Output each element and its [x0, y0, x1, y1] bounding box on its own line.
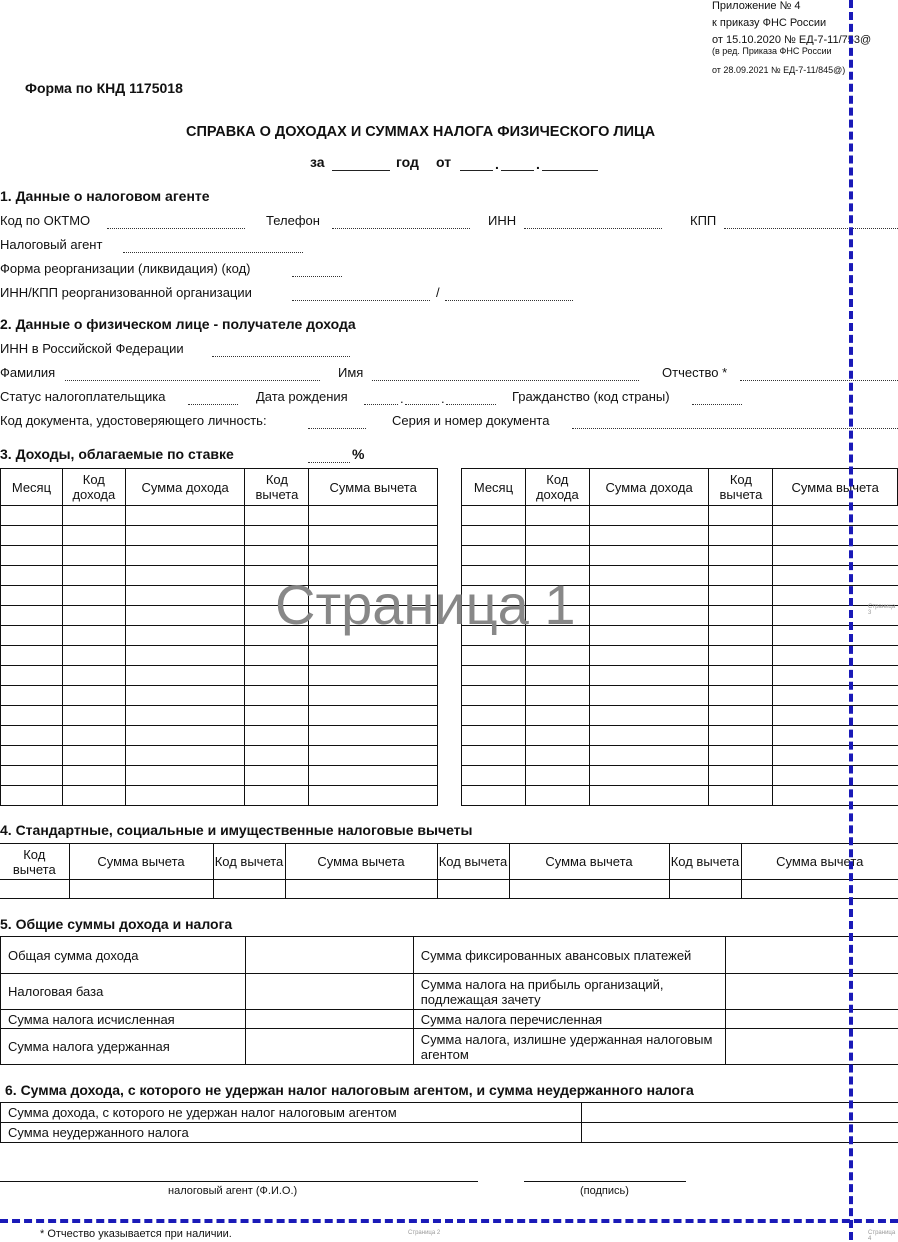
- income-sum-cell[interactable]: [589, 566, 709, 586]
- month-cell[interactable]: [1, 786, 63, 806]
- deduction-sum-cell[interactable]: [509, 880, 669, 899]
- income-table-header: [462, 469, 898, 506]
- deduction-code-cell[interactable]: [709, 606, 773, 626]
- income-code-cell[interactable]: [525, 506, 589, 526]
- deduction-code-header: Код вычета: [437, 844, 509, 880]
- income-code-cell[interactable]: [62, 726, 125, 746]
- page-label-right: Страница 3: [868, 604, 898, 616]
- deductions-header: [0, 844, 898, 880]
- surname-field[interactable]: [65, 380, 320, 381]
- year-field[interactable]: [332, 170, 390, 171]
- income-code-cell[interactable]: [62, 666, 125, 686]
- month-cell[interactable]: [462, 746, 526, 766]
- doc-code-label: Код документа, удостоверяющего личность:: [0, 413, 267, 428]
- deduction-code-header: Код вычета: [0, 844, 69, 880]
- income-row: [1, 646, 438, 666]
- reorg-inn-field[interactable]: [292, 300, 430, 301]
- deduction-sum-cell[interactable]: [309, 766, 438, 786]
- income-code-cell[interactable]: [525, 766, 589, 786]
- deduction-sum-cell[interactable]: [741, 880, 898, 899]
- income-sum-cell[interactable]: [125, 686, 245, 706]
- income-row: [1, 706, 438, 726]
- month-cell[interactable]: [1, 746, 63, 766]
- date-year-field[interactable]: [542, 170, 598, 171]
- income-row: [462, 526, 898, 546]
- deduction-sum-cell[interactable]: [69, 880, 213, 899]
- deduction-code-cell[interactable]: [669, 880, 741, 899]
- income-row: [1, 786, 438, 806]
- income-code-cell[interactable]: [525, 746, 589, 766]
- unwithheld-table: [0, 1102, 898, 1143]
- birth-dot-1: .: [400, 391, 404, 406]
- tax-calculated-value[interactable]: [245, 1010, 413, 1029]
- month-cell[interactable]: [1, 546, 63, 566]
- income-code-cell[interactable]: [525, 706, 589, 726]
- unwithheld-income-label: Сумма дохода, с которого не удержан налог налоговым агентом: [1, 1103, 582, 1123]
- section1-heading: 1. Данные о налоговом агенте: [0, 188, 210, 204]
- totals-row: [1, 974, 898, 1010]
- col-income-code: Код дохода: [62, 469, 125, 506]
- col-deduction-sum: Сумма вычета: [309, 469, 438, 506]
- deduction-sum-header: Сумма вычета: [69, 844, 213, 880]
- month-cell[interactable]: [462, 706, 526, 726]
- deduction-code-cell[interactable]: [437, 880, 509, 899]
- income-code-cell[interactable]: [525, 546, 589, 566]
- income-code-cell[interactable]: [62, 766, 125, 786]
- citizenship-field[interactable]: [692, 404, 742, 405]
- phone-field[interactable]: [332, 228, 470, 229]
- deduction-code-cell[interactable]: [245, 786, 309, 806]
- kpp-label: КПП: [690, 213, 716, 228]
- income-sum-cell[interactable]: [589, 666, 709, 686]
- oktmo-label: Код по ОКТМО: [0, 213, 90, 228]
- income-row: [462, 706, 898, 726]
- agent-label: Налоговый агент: [0, 237, 102, 252]
- col-income-sum: Сумма дохода: [125, 469, 245, 506]
- document-title: СПРАВКА О ДОХОДАХ И СУММАХ НАЛОГА ФИЗИЧЕСКОГО ЛИЦА: [186, 124, 655, 140]
- deduction-sum-cell[interactable]: [773, 686, 898, 706]
- date-dot-1: .: [495, 156, 499, 172]
- deduction-sum-cell[interactable]: [773, 546, 898, 566]
- income-sum-cell[interactable]: [589, 746, 709, 766]
- citizenship-label: Гражданство (код страны): [512, 389, 670, 404]
- deduction-sum-header: Сумма вычета: [509, 844, 669, 880]
- deduction-sum-cell[interactable]: [309, 666, 438, 686]
- surname-label: Фамилия: [0, 365, 55, 380]
- edition-line-2: от 28.09.2021 № ЕД-7-11/845@): [712, 65, 845, 75]
- income-sum-cell[interactable]: [125, 546, 245, 566]
- income-sum-cell[interactable]: [589, 586, 709, 606]
- deduction-code-cell[interactable]: [245, 506, 309, 526]
- income-row: [462, 686, 898, 706]
- income-row: [462, 746, 898, 766]
- deduction-sum-cell[interactable]: [309, 726, 438, 746]
- date-day-field[interactable]: [460, 170, 493, 171]
- col-income-sum: Сумма дохода: [589, 469, 709, 506]
- income-row: [1, 506, 438, 526]
- totals-row: [1, 1010, 898, 1029]
- fixed-advance-value[interactable]: [725, 937, 898, 974]
- date-dot-2: .: [536, 156, 540, 172]
- deduction-sum-cell[interactable]: [773, 706, 898, 726]
- income-table-right: [461, 468, 898, 806]
- month-cell[interactable]: [1, 706, 63, 726]
- income-sum-cell[interactable]: [589, 686, 709, 706]
- tax-base-label: Налоговая база: [1, 974, 246, 1010]
- percent-sign: %: [352, 446, 364, 462]
- income-row: [462, 506, 898, 526]
- deduction-code-cell[interactable]: [709, 526, 773, 546]
- status-label: Статус налогоплательщика: [0, 389, 165, 404]
- rate-field[interactable]: [308, 462, 350, 463]
- income-sum-cell[interactable]: [125, 646, 245, 666]
- birth-month-field[interactable]: [405, 404, 439, 405]
- income-code-cell[interactable]: [62, 706, 125, 726]
- month-cell[interactable]: [1, 646, 63, 666]
- income-table-left: [0, 468, 438, 806]
- totals-row: [1, 1029, 898, 1065]
- section6-heading: 6. Сумма дохода, с которого не удержан налог налоговым агентом, и сумма неудержанного налога: [5, 1082, 694, 1098]
- income-sum-cell[interactable]: [125, 666, 245, 686]
- income-row: [1, 766, 438, 786]
- month-cell[interactable]: [462, 646, 526, 666]
- reorg-kpp-field[interactable]: [445, 300, 573, 301]
- deduction-code-cell[interactable]: [709, 766, 773, 786]
- income-row: [1, 546, 438, 566]
- income-code-cell[interactable]: [525, 786, 589, 806]
- month-cell[interactable]: [462, 666, 526, 686]
- deduction-code-cell[interactable]: [245, 646, 309, 666]
- reorg-innkpp-label: ИНН/КПП реорганизованной организации: [0, 285, 252, 300]
- deduction-sum-header: Сумма вычета: [741, 844, 898, 880]
- page-break-horizontal: [0, 1219, 898, 1223]
- income-sum-cell[interactable]: [589, 546, 709, 566]
- oktmo-field[interactable]: [107, 228, 245, 229]
- income-sum-cell[interactable]: [589, 786, 709, 806]
- page-break-vertical: [849, 0, 853, 1240]
- total-income-value[interactable]: [245, 937, 413, 974]
- deduction-sum-cell[interactable]: [773, 526, 898, 546]
- income-code-cell[interactable]: [62, 526, 125, 546]
- unwithheld-row: [1, 1103, 898, 1123]
- deduction-code-cell[interactable]: [245, 726, 309, 746]
- deduction-sum-cell[interactable]: [309, 526, 438, 546]
- income-sum-cell[interactable]: [125, 586, 245, 606]
- deduction-code-cell[interactable]: [245, 666, 309, 686]
- reorg-slash: /: [436, 285, 440, 300]
- income-row: [462, 646, 898, 666]
- deduction-code-cell[interactable]: [709, 626, 773, 646]
- income-code-cell[interactable]: [525, 726, 589, 746]
- reorg-form-label: Форма реорганизации (ликвидация) (код): [0, 261, 251, 276]
- deduction-sum-header: Сумма вычета: [285, 844, 437, 880]
- page-label-corner: Страница 4: [868, 1230, 898, 1242]
- kpp-field[interactable]: [724, 228, 898, 229]
- deduction-sum-cell[interactable]: [309, 686, 438, 706]
- name-field[interactable]: [372, 380, 639, 381]
- tax-overwithheld-value[interactable]: [725, 1029, 898, 1065]
- income-row: [462, 666, 898, 686]
- section4-heading: 4. Стандартные, социальные и имущественные налоговые вычеты: [0, 822, 473, 838]
- deduction-sum-cell[interactable]: [773, 566, 898, 586]
- tax-base-value[interactable]: [245, 974, 413, 1010]
- deduction-sum-cell[interactable]: [773, 646, 898, 666]
- tax-transferred-value[interactable]: [725, 1010, 898, 1029]
- tax-overwithheld-label: Сумма налога, излишне удержанная налоговым агентом: [413, 1029, 725, 1065]
- col-deduction-sum: Сумма вычета: [773, 469, 898, 506]
- profit-tax-label: Сумма налога на прибыль организаций, подлежащая зачету: [413, 974, 725, 1010]
- deduction-code-cell[interactable]: [709, 746, 773, 766]
- deduction-code-cell[interactable]: [709, 506, 773, 526]
- unwithheld-row: [1, 1123, 898, 1143]
- birth-label: Дата рождения: [256, 389, 348, 404]
- deduction-sum-cell[interactable]: [773, 586, 898, 606]
- deduction-code-cell[interactable]: [245, 526, 309, 546]
- income-sum-cell[interactable]: [125, 726, 245, 746]
- patronymic-label: Отчество *: [662, 365, 727, 380]
- month-cell[interactable]: [462, 786, 526, 806]
- income-sum-cell[interactable]: [589, 526, 709, 546]
- month-cell[interactable]: [1, 526, 63, 546]
- agent-fio-line[interactable]: [0, 1181, 478, 1182]
- income-sum-cell[interactable]: [125, 526, 245, 546]
- page-label-bottom: Страница 2: [408, 1230, 440, 1236]
- deduction-code-cell[interactable]: [709, 546, 773, 566]
- income-sum-cell[interactable]: [589, 706, 709, 726]
- deduction-code-cell[interactable]: [709, 566, 773, 586]
- income-code-cell[interactable]: [62, 686, 125, 706]
- inn-rf-field[interactable]: [212, 356, 350, 357]
- month-cell[interactable]: [1, 766, 63, 786]
- total-income-label: Общая сумма дохода: [1, 937, 246, 974]
- income-sum-cell[interactable]: [125, 766, 245, 786]
- reorg-form-field[interactable]: [292, 276, 342, 277]
- income-sum-cell[interactable]: [125, 786, 245, 806]
- agent-field[interactable]: [123, 252, 303, 253]
- income-code-cell[interactable]: [62, 646, 125, 666]
- month-cell[interactable]: [1, 626, 63, 646]
- income-sum-cell[interactable]: [589, 646, 709, 666]
- deduction-sum-cell[interactable]: [285, 880, 437, 899]
- income-row: [462, 726, 898, 746]
- section3-heading: 3. Доходы, облагаемые по ставке: [0, 446, 234, 462]
- income-sum-cell[interactable]: [125, 626, 245, 646]
- deduction-sum-cell[interactable]: [773, 626, 898, 646]
- inn-label: ИНН: [488, 213, 516, 228]
- income-sum-cell[interactable]: [589, 766, 709, 786]
- month-cell[interactable]: [1, 566, 63, 586]
- tax-withheld-value[interactable]: [245, 1029, 413, 1065]
- income-code-cell[interactable]: [62, 606, 125, 626]
- income-row: [462, 766, 898, 786]
- deduction-sum-cell[interactable]: [309, 706, 438, 726]
- deduction-code-cell[interactable]: [709, 666, 773, 686]
- month-cell[interactable]: [462, 726, 526, 746]
- form-code: Форма по КНД 1175018: [25, 80, 183, 96]
- phone-label: Телефон: [266, 213, 320, 228]
- deduction-code-cell[interactable]: [709, 646, 773, 666]
- income-sum-cell[interactable]: [125, 606, 245, 626]
- month-cell[interactable]: [462, 686, 526, 706]
- month-cell[interactable]: [462, 506, 526, 526]
- month-cell[interactable]: [462, 526, 526, 546]
- tax-withheld-label: Сумма налога удержанная: [1, 1029, 246, 1065]
- month-cell[interactable]: [1, 606, 63, 626]
- deduction-sum-cell[interactable]: [309, 506, 438, 526]
- deduction-code-cell[interactable]: [709, 686, 773, 706]
- name-label: Имя: [338, 365, 363, 380]
- income-table-header: [1, 469, 438, 506]
- income-sum-cell[interactable]: [589, 506, 709, 526]
- income-sum-cell[interactable]: [125, 566, 245, 586]
- fixed-advance-label: Сумма фиксированных авансовых платежей: [413, 937, 725, 974]
- deduction-code-cell[interactable]: [709, 706, 773, 726]
- income-row: [462, 546, 898, 566]
- income-code-cell[interactable]: [62, 506, 125, 526]
- deduction-sum-cell[interactable]: [309, 646, 438, 666]
- month-cell[interactable]: [1, 666, 63, 686]
- income-code-cell[interactable]: [62, 786, 125, 806]
- income-code-cell[interactable]: [525, 666, 589, 686]
- income-sum-cell[interactable]: [125, 746, 245, 766]
- deduction-code-cell[interactable]: [213, 880, 285, 899]
- deduction-code-cell[interactable]: [709, 726, 773, 746]
- col-month: Месяц: [1, 469, 63, 506]
- deductions-row: [0, 880, 898, 899]
- appendix-line-2: к приказу ФНС России: [712, 17, 826, 29]
- agent-fio-label: налоговый агент (Ф.И.О.): [168, 1185, 297, 1197]
- footnote: * Отчество указывается при наличии.: [40, 1228, 232, 1240]
- income-row: [1, 746, 438, 766]
- inn-rf-label: ИНН в Российской Федерации: [0, 341, 184, 356]
- deduction-sum-cell[interactable]: [309, 786, 438, 806]
- date-month-field[interactable]: [501, 170, 534, 171]
- income-code-cell[interactable]: [62, 746, 125, 766]
- month-cell[interactable]: [1, 586, 63, 606]
- doc-series-label: Серия и номер документа: [392, 413, 549, 428]
- income-sum-cell[interactable]: [589, 626, 709, 646]
- income-row: [1, 726, 438, 746]
- deduction-code-cell[interactable]: [245, 546, 309, 566]
- tax-transferred-label: Сумма налога перечисленная: [413, 1010, 725, 1029]
- deduction-code-cell[interactable]: [709, 586, 773, 606]
- signature-label: (подпись): [580, 1185, 629, 1197]
- income-row: [1, 526, 438, 546]
- deduction-code-header: Код вычета: [213, 844, 285, 880]
- month-cell[interactable]: [462, 546, 526, 566]
- birth-day-field[interactable]: [364, 404, 398, 405]
- income-row: [462, 786, 898, 806]
- tax-calculated-label: Сумма налога исчисленная: [1, 1010, 246, 1029]
- income-row: [1, 666, 438, 686]
- birth-dot-2: .: [441, 391, 445, 406]
- income-sum-cell[interactable]: [125, 706, 245, 726]
- income-code-cell[interactable]: [62, 586, 125, 606]
- month-cell[interactable]: [1, 686, 63, 706]
- month-cell[interactable]: [1, 726, 63, 746]
- col-deduction-code: Код вычета: [709, 469, 773, 506]
- deduction-sum-cell[interactable]: [773, 506, 898, 526]
- inn-field[interactable]: [524, 228, 662, 229]
- deduction-code-cell[interactable]: [709, 786, 773, 806]
- doc-code-field[interactable]: [308, 428, 366, 429]
- appendix-line-1: Приложение № 4: [712, 0, 801, 12]
- income-code-cell[interactable]: [525, 686, 589, 706]
- za-label: за: [310, 154, 325, 170]
- totals-table: [0, 936, 898, 1065]
- deduction-sum-cell[interactable]: [773, 766, 898, 786]
- deduction-code-cell[interactable]: [245, 686, 309, 706]
- deduction-sum-cell[interactable]: [309, 746, 438, 766]
- deduction-sum-cell[interactable]: [309, 546, 438, 566]
- deduction-code-cell[interactable]: [0, 880, 69, 899]
- ot-label: от: [436, 154, 451, 170]
- section2-heading: 2. Данные о физическом лице - получателе дохода: [0, 316, 356, 332]
- income-row: [1, 686, 438, 706]
- income-sum-cell[interactable]: [125, 506, 245, 526]
- deductions-table: [0, 843, 898, 899]
- deduction-code-cell[interactable]: [245, 766, 309, 786]
- deduction-sum-cell[interactable]: [773, 666, 898, 686]
- page-watermark: Страница 1: [275, 572, 576, 637]
- col-deduction-code: Код вычета: [245, 469, 309, 506]
- income-code-cell[interactable]: [62, 626, 125, 646]
- month-cell[interactable]: [1, 506, 63, 526]
- income-sum-cell[interactable]: [589, 606, 709, 626]
- income-code-cell[interactable]: [525, 646, 589, 666]
- income-code-cell[interactable]: [62, 566, 125, 586]
- deduction-sum-cell[interactable]: [773, 746, 898, 766]
- totals-row: [1, 937, 898, 974]
- col-month: Месяц: [462, 469, 526, 506]
- appendix-line-3: от 15.10.2020 № ЕД-7-11/753@: [712, 34, 871, 45]
- status-field[interactable]: [188, 404, 238, 405]
- signature-line[interactable]: [524, 1181, 686, 1182]
- birth-year-field[interactable]: [446, 404, 496, 405]
- deduction-sum-cell[interactable]: [773, 726, 898, 746]
- income-code-cell[interactable]: [62, 546, 125, 566]
- income-code-cell[interactable]: [525, 526, 589, 546]
- section5-heading: 5. Общие суммы дохода и налога: [0, 916, 232, 932]
- deduction-sum-cell[interactable]: [773, 786, 898, 806]
- deduction-code-header: Код вычета: [669, 844, 741, 880]
- edition-line-1: (в ред. Приказа ФНС России: [712, 46, 832, 56]
- god-label: год: [396, 154, 419, 170]
- patronymic-field[interactable]: [740, 380, 898, 381]
- income-sum-cell[interactable]: [589, 726, 709, 746]
- month-cell[interactable]: [462, 766, 526, 786]
- profit-tax-value[interactable]: [725, 974, 898, 1010]
- col-income-code: Код дохода: [525, 469, 589, 506]
- unwithheld-tax-label: Сумма неудержанного налога: [1, 1123, 582, 1143]
- deduction-code-cell[interactable]: [245, 746, 309, 766]
- deduction-code-cell[interactable]: [245, 706, 309, 726]
